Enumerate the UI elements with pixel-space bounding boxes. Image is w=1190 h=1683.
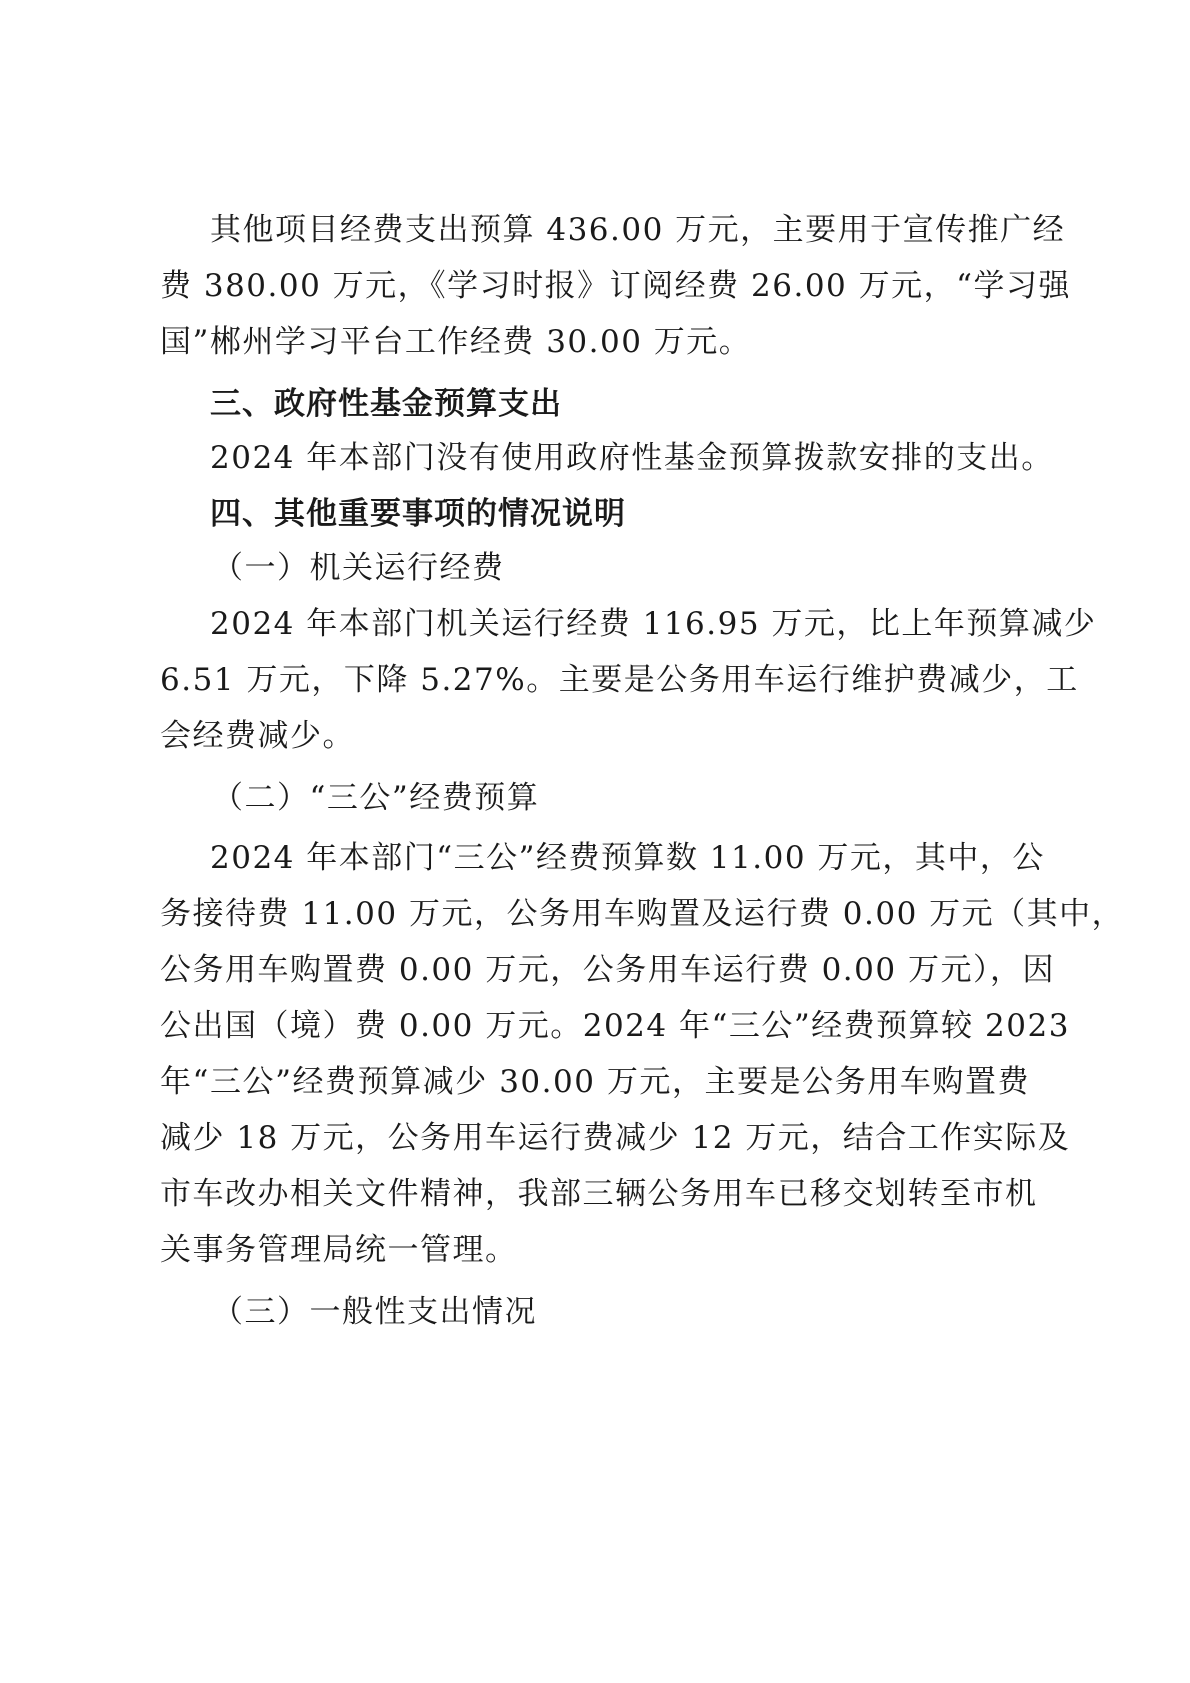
paragraph-line: 国”郴州学习平台工作经费 30.00 万元。 (160, 324, 752, 360)
section-heading-other-matters: 四、其他重要事项的情况说明 (210, 496, 626, 532)
paragraph-line: 会经费减少。 (160, 718, 355, 754)
section-heading-government-fund: 三、政府性基金预算支出 (210, 386, 562, 422)
paragraph-line: 年“三公”经费预算减少 30.00 万元，主要是公务用车购置费 (160, 1064, 1030, 1100)
subsection-heading-three-public: （二）“三公”经费预算 (212, 780, 540, 816)
paragraph-line: 6.51 万元，下降 5.27%。主要是公务用车运行维护费减少，工 (160, 662, 1079, 698)
paragraph-line: 公出国（境）费 0.00 万元。2024 年“三公”经费预算较 2023 (160, 1008, 1070, 1044)
paragraph-line: 2024 年本部门没有使用政府性基金预算拨款安排的支出。 (210, 440, 1054, 476)
subsection-heading-general-expenditure: （三）一般性支出情况 (212, 1294, 537, 1330)
paragraph-line: 关事务管理局统一管理。 (160, 1232, 518, 1268)
paragraph-line: 减少 18 万元，公务用车运行费减少 12 万元，结合工作实际及 (160, 1120, 1071, 1156)
paragraph-line: 其他项目经费支出预算 436.00 万元，主要用于宣传推广经 (210, 212, 1066, 248)
paragraph-line: 费 380.00 万元，《学习时报》订阅经费 26.00 万元，“学习强 (160, 268, 1071, 304)
paragraph-line: 2024 年本部门机关运行经费 116.95 万元，比上年预算减少 (210, 606, 1097, 642)
paragraph-line: 务接待费 11.00 万元，公务用车购置及运行费 0.00 万元（其中， (160, 896, 1125, 932)
paragraph-line: 公务用车购置费 0.00 万元，公务用车运行费 0.00 万元），因 (160, 952, 1055, 988)
paragraph-line: 2024 年本部门“三公”经费预算数 11.00 万元，其中，公 (210, 840, 1045, 876)
paragraph-line: 市车改办相关文件精神，我部三辆公务用车已移交划转至市机 (160, 1176, 1038, 1212)
subsection-heading-operating-expenses: （一）机关运行经费 (212, 550, 505, 586)
